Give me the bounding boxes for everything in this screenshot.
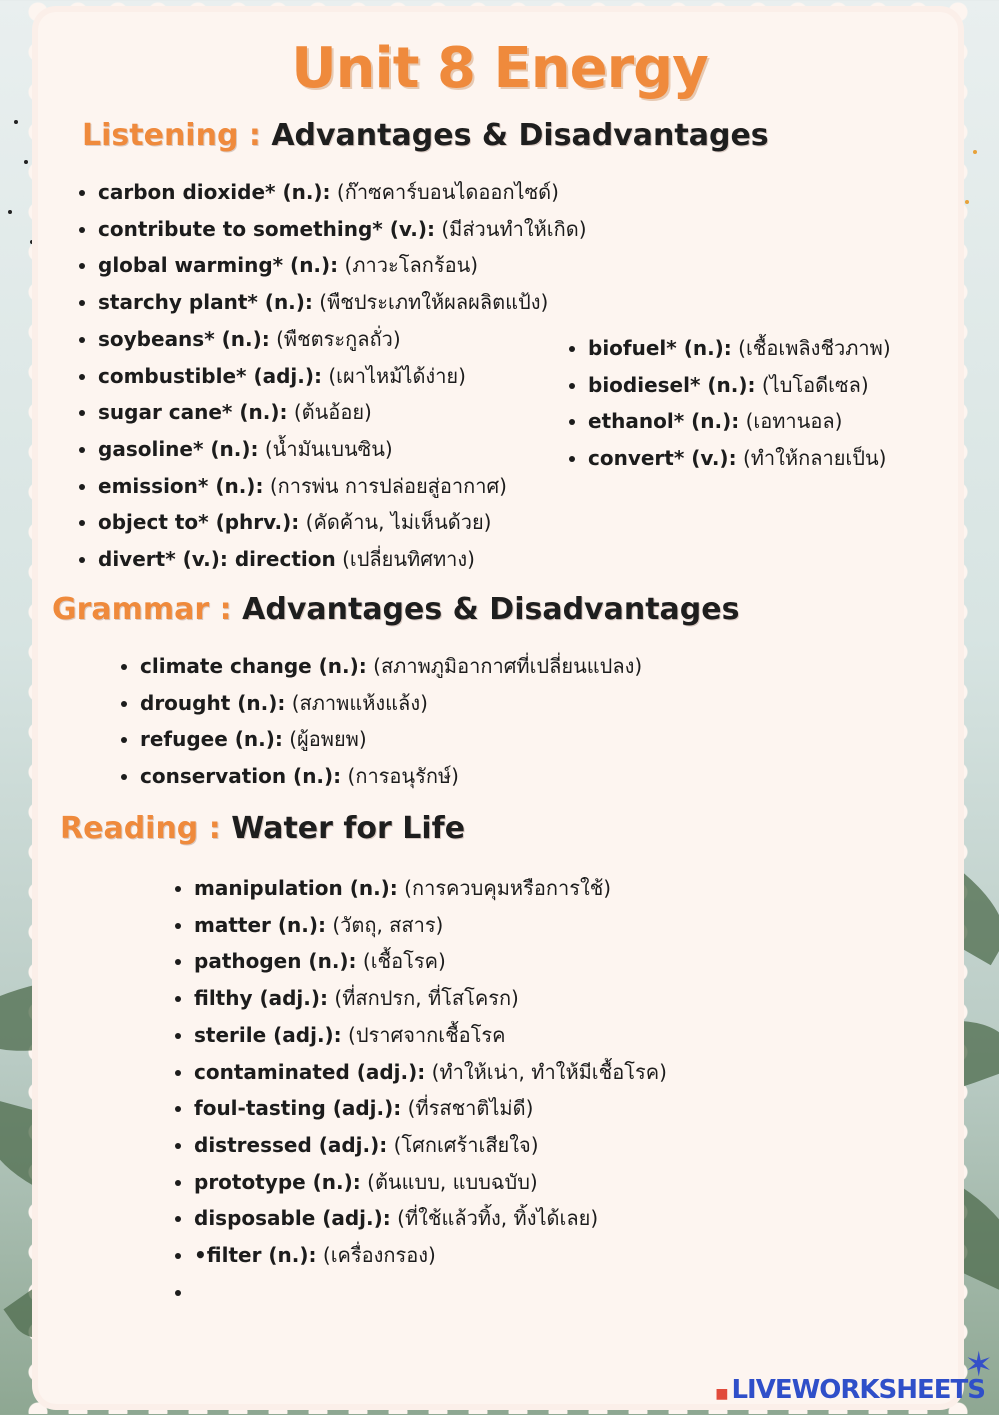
reading-vocab-list bbox=[172, 870, 667, 1310]
sparkle-icon: ✶ bbox=[964, 1345, 993, 1385]
vocab-term: emission* (n.): bbox=[98, 473, 264, 498]
vocab-term: contaminated (adj.): bbox=[194, 1059, 426, 1084]
vocab-term: gasoline* (n.): bbox=[98, 436, 259, 461]
vocab-item bbox=[140, 685, 642, 722]
vocab-term: biodiesel* (n.): bbox=[588, 372, 756, 397]
vocab-term: biofuel* (n.): bbox=[588, 336, 732, 360]
vocab-item bbox=[194, 943, 667, 980]
vocab-term: pathogen (n.): bbox=[194, 949, 357, 974]
vocab-term: foul-tasting (adj.): bbox=[194, 1096, 402, 1121]
vocab-meaning: (ต้นอ้อย) bbox=[293, 400, 372, 425]
vocab-item bbox=[194, 1237, 667, 1274]
vocab-meaning: (พืชประเภทให้ผลผลิตแป้ง) bbox=[319, 290, 549, 315]
vocab-term: contribute to something* (v.): bbox=[98, 216, 435, 241]
vocab-term: filthy (adj.): bbox=[194, 986, 329, 1011]
vocab-meaning: (ที่ใช้แล้วทิ้ง, ทิ้งได้เลย) bbox=[397, 1206, 599, 1231]
vocab-meaning: (การพ่น การปล่อยสู่อากาศ) bbox=[269, 473, 507, 498]
vocab-meaning: (ทำให้กลายเป็น) bbox=[742, 446, 887, 471]
vocab-meaning: (โศกเศร้าเสียใจ) bbox=[393, 1132, 539, 1157]
vocab-meaning: (เชื้อโรค) bbox=[362, 949, 446, 974]
vocab-meaning: (ต้นแบบ, แบบฉบับ) bbox=[367, 1169, 538, 1194]
reading-heading bbox=[60, 811, 465, 846]
grammar-heading bbox=[52, 592, 739, 627]
vocab-meaning: (เครื่องกรอง) bbox=[322, 1243, 436, 1268]
vocab-term: drought (n.): bbox=[140, 690, 286, 715]
grammar-subtitle: Advantages & Disadvantages bbox=[242, 592, 740, 627]
brand-mark-icon: ■ bbox=[715, 1386, 728, 1402]
vocab-item bbox=[98, 394, 587, 431]
vocab-item bbox=[588, 367, 891, 404]
vocab-item bbox=[194, 870, 667, 907]
vocab-meaning: (ก๊าซคาร์บอนไดออกไซด์) bbox=[336, 180, 559, 204]
vocab-term: prototype (n.): bbox=[194, 1169, 361, 1194]
listening-subtitle: Advantages & Disadvantages bbox=[271, 118, 769, 153]
vocab-term: matter (n.): bbox=[194, 912, 326, 937]
vocab-meaning: (เชื้อเพลิงชีวภาพ) bbox=[738, 336, 891, 360]
vocab-term: convert* (v.): bbox=[588, 446, 737, 471]
vocab-item bbox=[98, 321, 587, 358]
vocab-item bbox=[194, 1017, 667, 1054]
vocab-item bbox=[98, 431, 587, 468]
speck-decoration bbox=[14, 120, 18, 124]
vocab-term: starchy plant* (n.): bbox=[98, 290, 313, 315]
listening-label: Listening : bbox=[82, 118, 261, 153]
vocab-meaning: (ผู้อพยพ) bbox=[289, 727, 367, 752]
vocab-item bbox=[98, 504, 587, 541]
vocab-meaning: (มีส่วนทำให้เกิด) bbox=[441, 216, 587, 241]
vocab-item bbox=[194, 1200, 667, 1237]
vocab-term: soybeans* (n.): bbox=[98, 326, 270, 351]
vocab-term: •filter (n.): bbox=[194, 1243, 317, 1268]
vocab-item bbox=[588, 330, 891, 367]
speck-decoration bbox=[973, 150, 977, 154]
vocab-item bbox=[140, 648, 642, 685]
vocab-meaning: (เปลี่ยนทิศทาง) bbox=[342, 547, 475, 572]
page-title: Unit 8 Energy bbox=[291, 36, 708, 101]
vocab-meaning: (ภาวะโลกร้อน) bbox=[344, 253, 479, 278]
vocab-item bbox=[98, 247, 587, 284]
vocab-meaning: (พืชตระกูลถั่ว) bbox=[276, 326, 401, 351]
vocab-term: combustible* (adj.): bbox=[98, 363, 323, 388]
vocab-item bbox=[194, 1164, 667, 1201]
listening-vocab-list bbox=[76, 174, 587, 578]
vocab-item bbox=[98, 468, 587, 505]
vocab-meaning: (คัดค้าน, ไม่เห็นด้วย) bbox=[305, 510, 492, 535]
vocab-item bbox=[98, 541, 587, 578]
vocab-term: distressed (adj.): bbox=[194, 1132, 388, 1157]
vocab-meaning: (สภาพแห้งแล้ง) bbox=[291, 690, 428, 715]
vocab-meaning: (เผาไหม้ได้ง่าย) bbox=[328, 363, 466, 388]
brand-logo bbox=[715, 1375, 985, 1405]
vocab-term: sugar cane* (n.): bbox=[98, 400, 288, 425]
vocab-meaning: (สภาพภูมิอากาศที่เปลี่ยนแปลง) bbox=[373, 654, 643, 678]
listening-heading bbox=[82, 118, 769, 153]
vocab-meaning: (น้ำมันเบนซิน) bbox=[264, 436, 393, 461]
vocab-item bbox=[98, 211, 587, 248]
grammar-vocab-list bbox=[118, 648, 642, 795]
listening-vocab-list-right bbox=[566, 330, 891, 477]
vocab-term: climate change (n.): bbox=[140, 654, 367, 678]
vocab-meaning: (ทำให้เน่า, ทำให้มีเชื้อโรค) bbox=[431, 1059, 667, 1084]
speck-decoration bbox=[8, 210, 12, 214]
vocab-meaning: (ที่สกปรก, ที่โสโครก) bbox=[334, 986, 519, 1011]
vocab-meaning: (ไบโอดีเซล) bbox=[761, 372, 869, 397]
vocab-term: object to* (phrv.): bbox=[98, 510, 300, 535]
vocab-item bbox=[194, 1274, 667, 1311]
vocab-term: ethanol* (n.): bbox=[588, 409, 740, 434]
vocab-item bbox=[98, 358, 587, 395]
vocab-term: divert* (v.): direction bbox=[98, 547, 336, 572]
vocab-item bbox=[194, 1127, 667, 1164]
vocab-item bbox=[140, 721, 642, 758]
grammar-label: Grammar : bbox=[52, 592, 232, 627]
reading-label: Reading : bbox=[60, 811, 221, 846]
vocab-item bbox=[194, 1090, 667, 1127]
reading-subtitle: Water for Life bbox=[231, 811, 466, 846]
vocab-meaning: (เอทานอล) bbox=[745, 409, 843, 434]
vocab-item bbox=[194, 907, 667, 944]
vocab-meaning: (การควบคุมหรือการใช้) bbox=[404, 876, 612, 900]
vocab-meaning: (ปราศจากเชื้อโรค bbox=[348, 1022, 506, 1047]
vocab-term: carbon dioxide* (n.): bbox=[98, 180, 331, 204]
vocab-item bbox=[98, 174, 587, 211]
vocab-term: conservation (n.): bbox=[140, 764, 342, 789]
brand-text: LIVEWORKSHEETS bbox=[731, 1375, 985, 1405]
vocab-term: refugee (n.): bbox=[140, 727, 283, 752]
vocab-term: sterile (adj.): bbox=[194, 1022, 342, 1047]
vocab-meaning: (ที่รสชาติไม่ดี) bbox=[407, 1096, 534, 1121]
vocab-item bbox=[194, 980, 667, 1017]
vocab-item bbox=[588, 440, 891, 477]
vocab-term: manipulation (n.): bbox=[194, 876, 398, 900]
vocab-item bbox=[588, 403, 891, 440]
speck-decoration bbox=[30, 240, 34, 244]
speck-decoration bbox=[965, 200, 969, 204]
vocab-item bbox=[98, 284, 587, 321]
vocab-item bbox=[194, 1054, 667, 1091]
vocab-term: disposable (adj.): bbox=[194, 1206, 391, 1231]
vocab-meaning: (วัตถุ, สสาร) bbox=[332, 912, 444, 937]
vocab-term: global warming* (n.): bbox=[98, 253, 339, 278]
vocab-item bbox=[140, 758, 642, 795]
vocab-meaning: (การอนุรักษ์) bbox=[347, 764, 459, 789]
speck-decoration bbox=[24, 160, 28, 164]
